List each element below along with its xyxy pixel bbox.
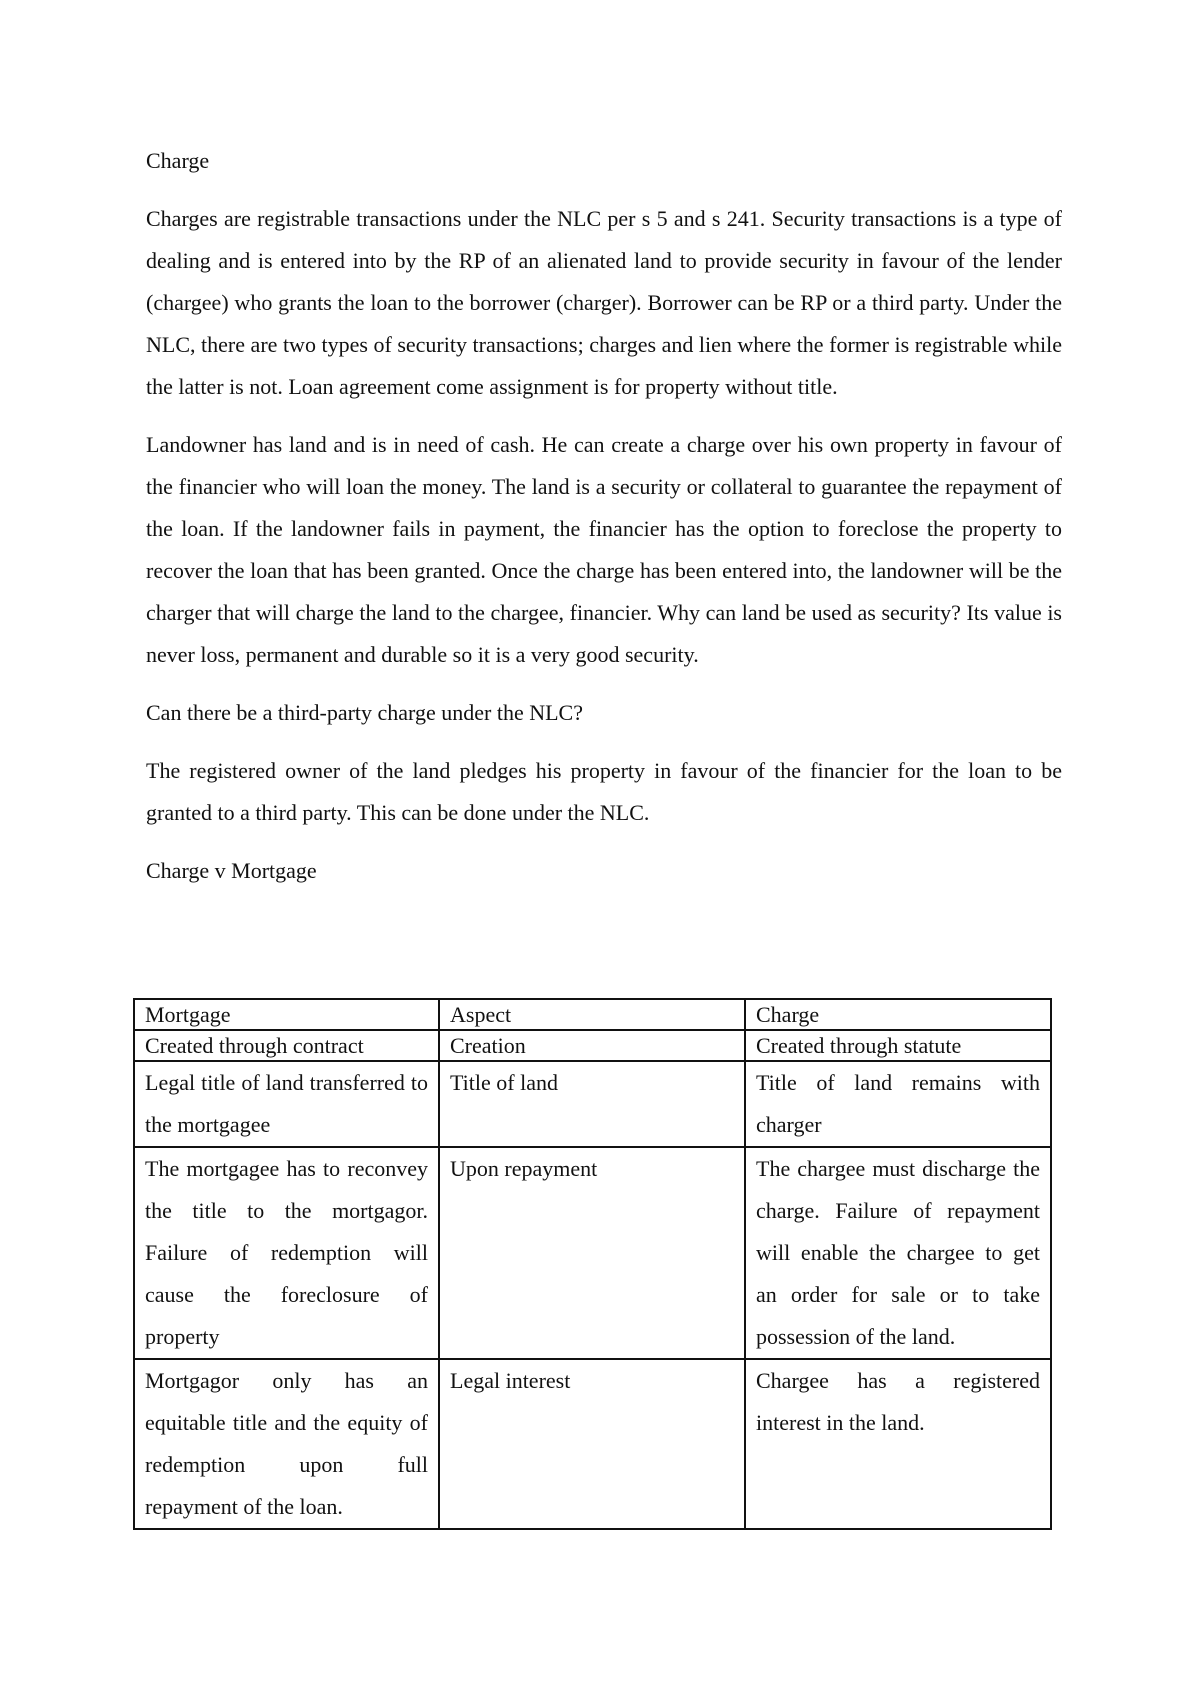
- table-cell: Legal title of land transferred to the mortgagee: [134, 1061, 439, 1147]
- paragraph-third-party-answer: The registered owner of the land pledges his property in favour of the financier for the loan to be granted to a third party. This can be done under the NLC.: [146, 758, 1062, 825]
- table-row: [134, 1147, 1051, 1359]
- table-cell: Mortgagor only has an equitable title and the equity of redemption upon full repayment of the loan.: [134, 1359, 439, 1529]
- table-cell: Chargee has a registered interest in the land.: [745, 1359, 1051, 1529]
- table-cell: The chargee must discharge the charge. Failure of repayment will enable the chargee to get an order for sale or to take possession of the land.: [745, 1147, 1051, 1359]
- table-cell: Upon repayment: [439, 1147, 745, 1359]
- table-cell: Title of land remains with charger: [745, 1061, 1051, 1147]
- header-cell-mortgage: Mortgage: [134, 999, 439, 1030]
- header-cell-charge: Charge: [745, 999, 1051, 1030]
- table-cell: Creation: [439, 1030, 745, 1061]
- table-row: [134, 1030, 1051, 1061]
- table-row: [134, 1061, 1051, 1147]
- table-cell: Created through contract: [134, 1030, 439, 1061]
- table-heading: Charge v Mortgage: [146, 858, 317, 883]
- paragraph-charges-definition: Charges are registrable transactions under the NLC per s 5 and s 241. Security transactions is a type of dealing and is entered into by the RP of an alienated land to provide security in favour of the lender (chargee) who grants the loan to the borrower (charger). Borrower can be RP or a third party. Under the NLC, there are two types of security transactions; charges and lien where the former is registrable while the latter is not. Loan agreement come assignment is for property without title.: [146, 206, 1062, 399]
- table-header-row: [134, 999, 1051, 1030]
- paragraph-landowner-example: Landowner has land and is in need of cash. He can create a charge over his own property in favour of the financier who will loan the money. The land is a security or collateral to guarantee the repayment of the loan. If the landowner fails in payment, the financier has the option to foreclose the property to recover the loan that has been granted. Once the charge has been entered into, the landowner will be the charger that will charge the land to the chargee, financier. Why can land be used as security? Its value is never loss, permanent and durable so it is a very good security.: [146, 432, 1062, 667]
- table-row: [134, 1359, 1051, 1529]
- paragraph-third-party-question: Can there be a third-party charge under the NLC?: [146, 700, 583, 725]
- header-cell-aspect: Aspect: [439, 999, 745, 1030]
- table-cell: Created through statute: [745, 1030, 1051, 1061]
- document-title: Charge: [146, 148, 210, 173]
- table-cell: The mortgagee has to reconvey the title to the mortgagor. Failure of redemption will cause the foreclosure of property: [134, 1147, 439, 1359]
- document-body: [146, 140, 1062, 908]
- charge-vs-mortgage-table: [133, 998, 1052, 1530]
- table-cell: Legal interest: [439, 1359, 745, 1529]
- table-cell: Title of land: [439, 1061, 745, 1147]
